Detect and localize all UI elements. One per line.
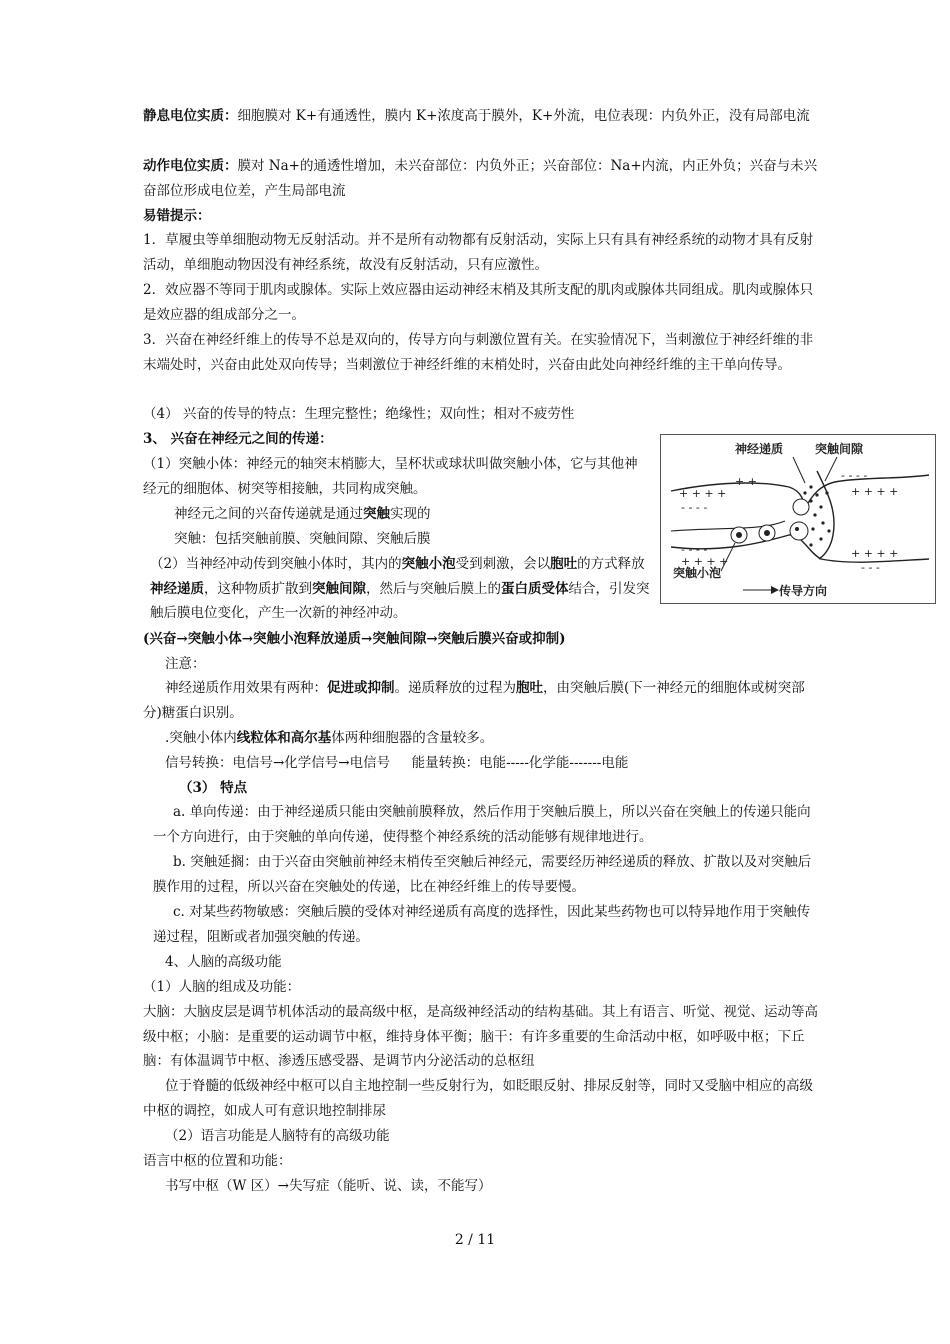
s4-e: 的方式释放 bbox=[577, 556, 645, 572]
impulse-paragraph bbox=[150, 552, 650, 626]
note2-a: .突触小体内 bbox=[165, 730, 237, 746]
brain-4: （2）语言功能是人脑特有的高级功能 bbox=[165, 1128, 390, 1144]
vesicle bbox=[790, 522, 808, 540]
feature-c: c. 对某些药物敏感：突触后膜的受体对神经递质有高度的选择性，因此某些药物也可以特异地作用于突触传递过程，阻断或者加强突触的传递。 bbox=[153, 904, 811, 945]
synapse-body-paragraph: （1）突触小体：神经元的轴突末梢膨大，呈杯状或球状叫做突触小体，它与其他神经元的细胞体、树突等相接触，共同构成突触。 bbox=[143, 456, 638, 497]
s4-k: 结合，引发突触后膜电位变化，产生一次新的神经冲动。 bbox=[150, 580, 650, 621]
vesicle-core bbox=[764, 530, 770, 536]
pointer-line bbox=[793, 457, 805, 483]
note-heading: 注意： bbox=[165, 656, 206, 672]
synapse-diagram bbox=[660, 434, 936, 604]
s2-post: 实现的 bbox=[390, 506, 431, 522]
s4-j: 蛋白质受体 bbox=[501, 580, 569, 597]
tip-3: 3．兴奋在神经纤维上的传导不总是双向的，传导方向与刺激位置有关。在实验情况下，当刺激位于神经纤维的非末端处时，兴奋由此处双向传导；当刺激位于神经纤维的末梢处时，兴奋由此处向神经纤维的主干单向传导。 bbox=[143, 332, 814, 373]
feature-b: b. 突触延搁：由于兴奋由突触前神经末梢传至突触后神经元，需要经历神经递质的释放、扩散以及对突触后膜作用的过程，所以兴奋在突触处的传递，比在神经纤维上的传导要慢。 bbox=[153, 854, 812, 895]
synapse-transmission-line bbox=[174, 502, 679, 527]
s2-bold: 突触 bbox=[363, 506, 390, 522]
features-heading bbox=[179, 776, 855, 801]
tip-1: 1．草履虫等单细胞动物无反射活动。并不是所有动物都有反射活动，实际上只有具有神经系统的动物才具有反射活动，单细胞动物因没有神经系统，故没有反射活动，只有应激性。 bbox=[143, 232, 814, 273]
label-vesicle: 突触小泡 bbox=[673, 566, 722, 580]
brain-2: 大脑：大脑皮层是调节机体活动的最高级中枢，是高级神经活动的结构基础。其上有语言、听觉、视觉、运动等高级中枢；小脑：是重要的运动调节中枢，维持身体平衡；脑干：有许多重要的生命活动中枢，如呼吸中枢；下丘脑：有体温调节中枢、渗透压感受器、是调节内分泌活动的总枢纽 bbox=[143, 1004, 818, 1069]
rest-text: 细胞膜对 K+有通透性，膜内 K+浓度高于膜外，K+外流，电位表现：内负外正，没有局部电流 bbox=[237, 108, 810, 124]
svg-text:- - - -: - - - - bbox=[681, 543, 708, 556]
tip-2: 2．效应器不等同于肌肉或腺体。实际上效应器由运动神经末梢及其所支配的肌肉或腺体共同组成。肌肉或腺体只是效应器的组成部分之一。 bbox=[143, 282, 814, 323]
s4-i: ，然后与突触后膜上的 bbox=[366, 580, 501, 597]
s4-g: ，这种物质扩散到 bbox=[204, 580, 312, 597]
brain-heading: 4、人脑的高级功能 bbox=[165, 954, 282, 970]
action-potential-paragraph bbox=[143, 154, 819, 203]
svg-text:- - - -: - - - - bbox=[681, 501, 708, 514]
label-transmitter: 神经递质 bbox=[735, 442, 784, 456]
note2-b: 线粒体和高尔基 bbox=[236, 730, 332, 746]
label-direction: 传导方向 bbox=[779, 584, 828, 598]
brain-1: （1）人脑的组成及功能： bbox=[143, 979, 301, 995]
feature-a: a. 单向传递：由于神经递质只能由突触前膜释放，然后作用于突触后膜上，所以兴奋在突触上的传递只能向一个方向进行，由于突触的单向传递，使得整个神经系统的活动能够有规律地进行。 bbox=[153, 804, 811, 845]
s4-d: 胞吐 bbox=[550, 556, 578, 572]
svg-text:- - - -: - - - - bbox=[841, 469, 868, 482]
s4-f: 神经递质 bbox=[150, 580, 204, 597]
note1-a: 神经递质作用效果有两种： bbox=[165, 680, 327, 696]
synapse-diagram-svg bbox=[661, 435, 935, 603]
action-label: 动作电位实质： bbox=[143, 158, 238, 174]
transmitter-dots bbox=[803, 485, 830, 546]
action-text: 膜对 Na+的通透性增加，未兴奋部位：内负外正；兴奋部位：Na+内流，内正外负；兴奋与未兴奋部位形成电位差，产生局部电流 bbox=[143, 158, 818, 199]
svg-text:+ + + +: + + + + bbox=[679, 487, 727, 500]
note1-b: 促进或抑制 bbox=[327, 680, 395, 696]
note-1 bbox=[143, 676, 819, 725]
tips-heading bbox=[143, 204, 819, 229]
s4-c: 受到刺激，会以 bbox=[455, 556, 551, 572]
chain-text: (兴奋→突触小体→突触小泡释放递质→突触间隙→突触后膜兴奋或抑制) bbox=[143, 631, 566, 647]
pointer-line bbox=[825, 457, 837, 481]
page-number: 2 / 11 bbox=[454, 1232, 496, 1248]
svg-text:- - -: - - - bbox=[861, 561, 880, 574]
vesicle bbox=[793, 499, 809, 515]
svg-text:+ + + +: + + + + bbox=[851, 485, 899, 498]
conduction-features: （4） 兴奋的传导的特点：生理完整性；绝缘性；双向性；相对不疲劳性 bbox=[143, 406, 575, 422]
note-2 bbox=[165, 726, 819, 751]
note1-e: ，由突触后膜(下一神经元的细胞体或树突部分)糖蛋白识别。 bbox=[143, 680, 805, 721]
s4-b: 突触小泡 bbox=[401, 556, 456, 572]
section-3-heading-text: 3、 兴奋在神经元之间的传递： bbox=[143, 431, 333, 447]
note1-c: 。递质释放的过程为 bbox=[394, 680, 516, 696]
brain-3: 位于脊髓的低级神经中枢可以自主地控制一些反射行为，如眨眼反射、排尿反射等，同时又受脑中相应的高级中枢的调控，如成人可有意识地控制排尿 bbox=[143, 1078, 813, 1119]
brain-6: 书写中枢（W 区）→失写症（能听、说、读，不能写） bbox=[165, 1178, 492, 1194]
rest-label: 静息电位实质： bbox=[143, 108, 238, 124]
svg-text:+ + + +: + + + + bbox=[681, 555, 729, 568]
postsynaptic-membrane bbox=[817, 471, 834, 559]
transmission-chain bbox=[143, 627, 819, 652]
direction-arrow-head bbox=[771, 586, 779, 594]
tips-heading-text: 易错提示： bbox=[143, 208, 211, 224]
s2-pre: 神经元之间的兴奋传递就是通过 bbox=[174, 506, 363, 522]
note2-c: 体两种细胞器的含量较多。 bbox=[331, 730, 494, 746]
label-cleft: 突触间隙 bbox=[815, 442, 864, 456]
brain-5: 语言中枢的位置和功能： bbox=[143, 1153, 292, 1169]
resting-potential-paragraph bbox=[143, 104, 819, 129]
s4-h: 突触间隙 bbox=[312, 580, 366, 597]
synapse-structure-line: 突触：包括突触前膜、突触间隙、突触后膜 bbox=[174, 531, 431, 547]
s4-a: （2）当神经冲动传到突触小体时，其内的 bbox=[150, 556, 402, 572]
vesicle-core bbox=[736, 532, 742, 538]
note-3: 信号转换：电信号→化学信号→电信号 能量转换：电能-----化学能-------电能 bbox=[165, 755, 629, 771]
svg-text:+ +: + + bbox=[735, 475, 757, 488]
vesicle-core bbox=[795, 527, 799, 531]
svg-text:+ + + +: + + + + bbox=[851, 547, 899, 560]
note1-d: 胞吐 bbox=[516, 680, 543, 696]
features-heading-text: （3） 特点 bbox=[179, 780, 248, 796]
